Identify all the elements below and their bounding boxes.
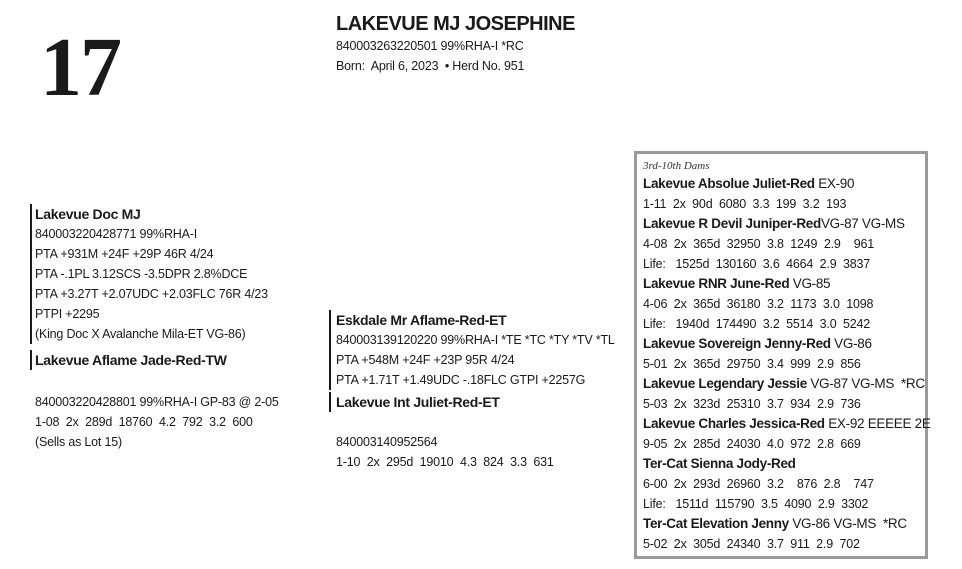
mgd-block <box>329 392 500 412</box>
dam-entry-name: Lakevue Absolue Juliet-Red EX-90 <box>643 176 855 191</box>
mgd-line: 1-10 2x 295d 19010 4.3 824 3.3 631 <box>336 455 554 469</box>
mgs-name: Eskdale Mr Aflame-Red-ET <box>336 312 507 328</box>
mgs-line: PTA +1.71T +1.49UDC -.18FLC GTPI +2257G <box>336 373 586 387</box>
dam-entry-name: Lakevue Charles Jessica-Red EX-92 EEEEE 2E <box>643 416 931 431</box>
mgd-name: Lakevue Int Juliet-Red-ET <box>336 394 500 410</box>
dam-entry-record: 5-03 2x 323d 25310 3.7 934 2.9 736 <box>643 397 861 411</box>
sire-line: (King Doc X Avalanche Mila-ET VG-86) <box>35 327 246 341</box>
dam-entry-record: 5-01 2x 365d 29750 3.4 999 2.9 856 <box>643 357 861 371</box>
dam-line: 840003220428801 99%RHA-I GP-83 @ 2-05 <box>35 395 279 409</box>
mgs-block <box>329 310 615 390</box>
dams-box-header: 3rd-10th Dams <box>643 160 710 172</box>
dam-entry-record: Life: 1525d 130160 3.6 4664 2.9 3837 <box>643 257 871 271</box>
dam-entry-name: Lakevue R Devil Juniper-RedVG-87 VG-MS <box>643 216 905 231</box>
lot-number: 17 <box>40 21 120 114</box>
mgd-line: 840003140952564 <box>336 435 438 449</box>
dam-details <box>35 392 279 452</box>
dam-entry-record: Life: 1940d 174490 3.2 5514 3.0 5242 <box>643 317 871 331</box>
dam-line: 1-08 2x 289d 18760 4.2 792 3.2 600 <box>35 415 253 429</box>
dam-entry-name: Lakevue RNR June-Red VG-85 <box>643 276 831 291</box>
dam-entry-record: 4-08 2x 365d 32950 3.8 1249 2.9 961 <box>643 237 874 251</box>
dam-entry-record: 9-05 2x 285d 24030 4.0 972 2.8 669 <box>643 437 861 451</box>
dam-entry-name: Lakevue Sovereign Jenny-Red VG-86 <box>643 336 872 351</box>
dam-entry-record: 4-06 2x 365d 36180 3.2 1173 3.0 1098 <box>643 297 874 311</box>
dam-name: Lakevue Aflame Jade-Red-TW <box>35 352 227 368</box>
mgd-details <box>336 432 554 472</box>
dam-entry-name: Ter-Cat Sienna Jody-Red <box>643 456 796 471</box>
dam-entry-name: Lakevue Legendary Jessie VG-87 VG-MS *RC <box>643 376 925 391</box>
dams-box <box>634 151 931 559</box>
sire-name: Lakevue Doc MJ <box>35 206 141 222</box>
sire-line: 840003220428771 99%RHA-I <box>35 227 197 241</box>
dam-entry-record: Life: 1511d 115790 3.5 4090 2.9 3302 <box>643 497 869 511</box>
dam-entry-record: 1-11 2x 90d 6080 3.3 199 3.2 193 <box>643 197 847 211</box>
animal-header <box>336 12 575 76</box>
sire-line: PTPI +2295 <box>35 307 100 321</box>
mgs-line: 840003139120220 99%RHA-I *TE *TC *TY *TV *TL <box>336 333 615 347</box>
dam-entry-record: 6-00 2x 293d 26960 3.2 876 2.8 747 <box>643 477 874 491</box>
sire-line: PTA -.1PL 3.12SCS -3.5DPR 2.8%DCE <box>35 267 248 281</box>
animal-name: LAKEVUE MJ JOSEPHINE <box>336 13 575 35</box>
dam-block <box>30 350 227 370</box>
sire-block <box>30 204 268 344</box>
dam-entry-name: Ter-Cat Elevation Jenny VG-86 VG-MS *RC <box>643 516 907 531</box>
dam-entry-record: 5-02 2x 305d 24340 3.7 911 2.9 702 <box>643 537 860 551</box>
animal-id-line: 840003263220501 99%RHA-I *RC <box>336 39 524 53</box>
sire-line: PTA +3.27T +2.07UDC +2.03FLC 76R 4/23 <box>35 287 268 301</box>
mgs-line: PTA +548M +24F +23P 95R 4/24 <box>336 353 515 367</box>
animal-born-line: Born: April 6, 2023 • Herd No. 951 <box>336 59 525 73</box>
sire-line: PTA +931M +24F +29P 46R 4/24 <box>35 247 214 261</box>
dam-line: (Sells as Lot 15) <box>35 435 122 449</box>
